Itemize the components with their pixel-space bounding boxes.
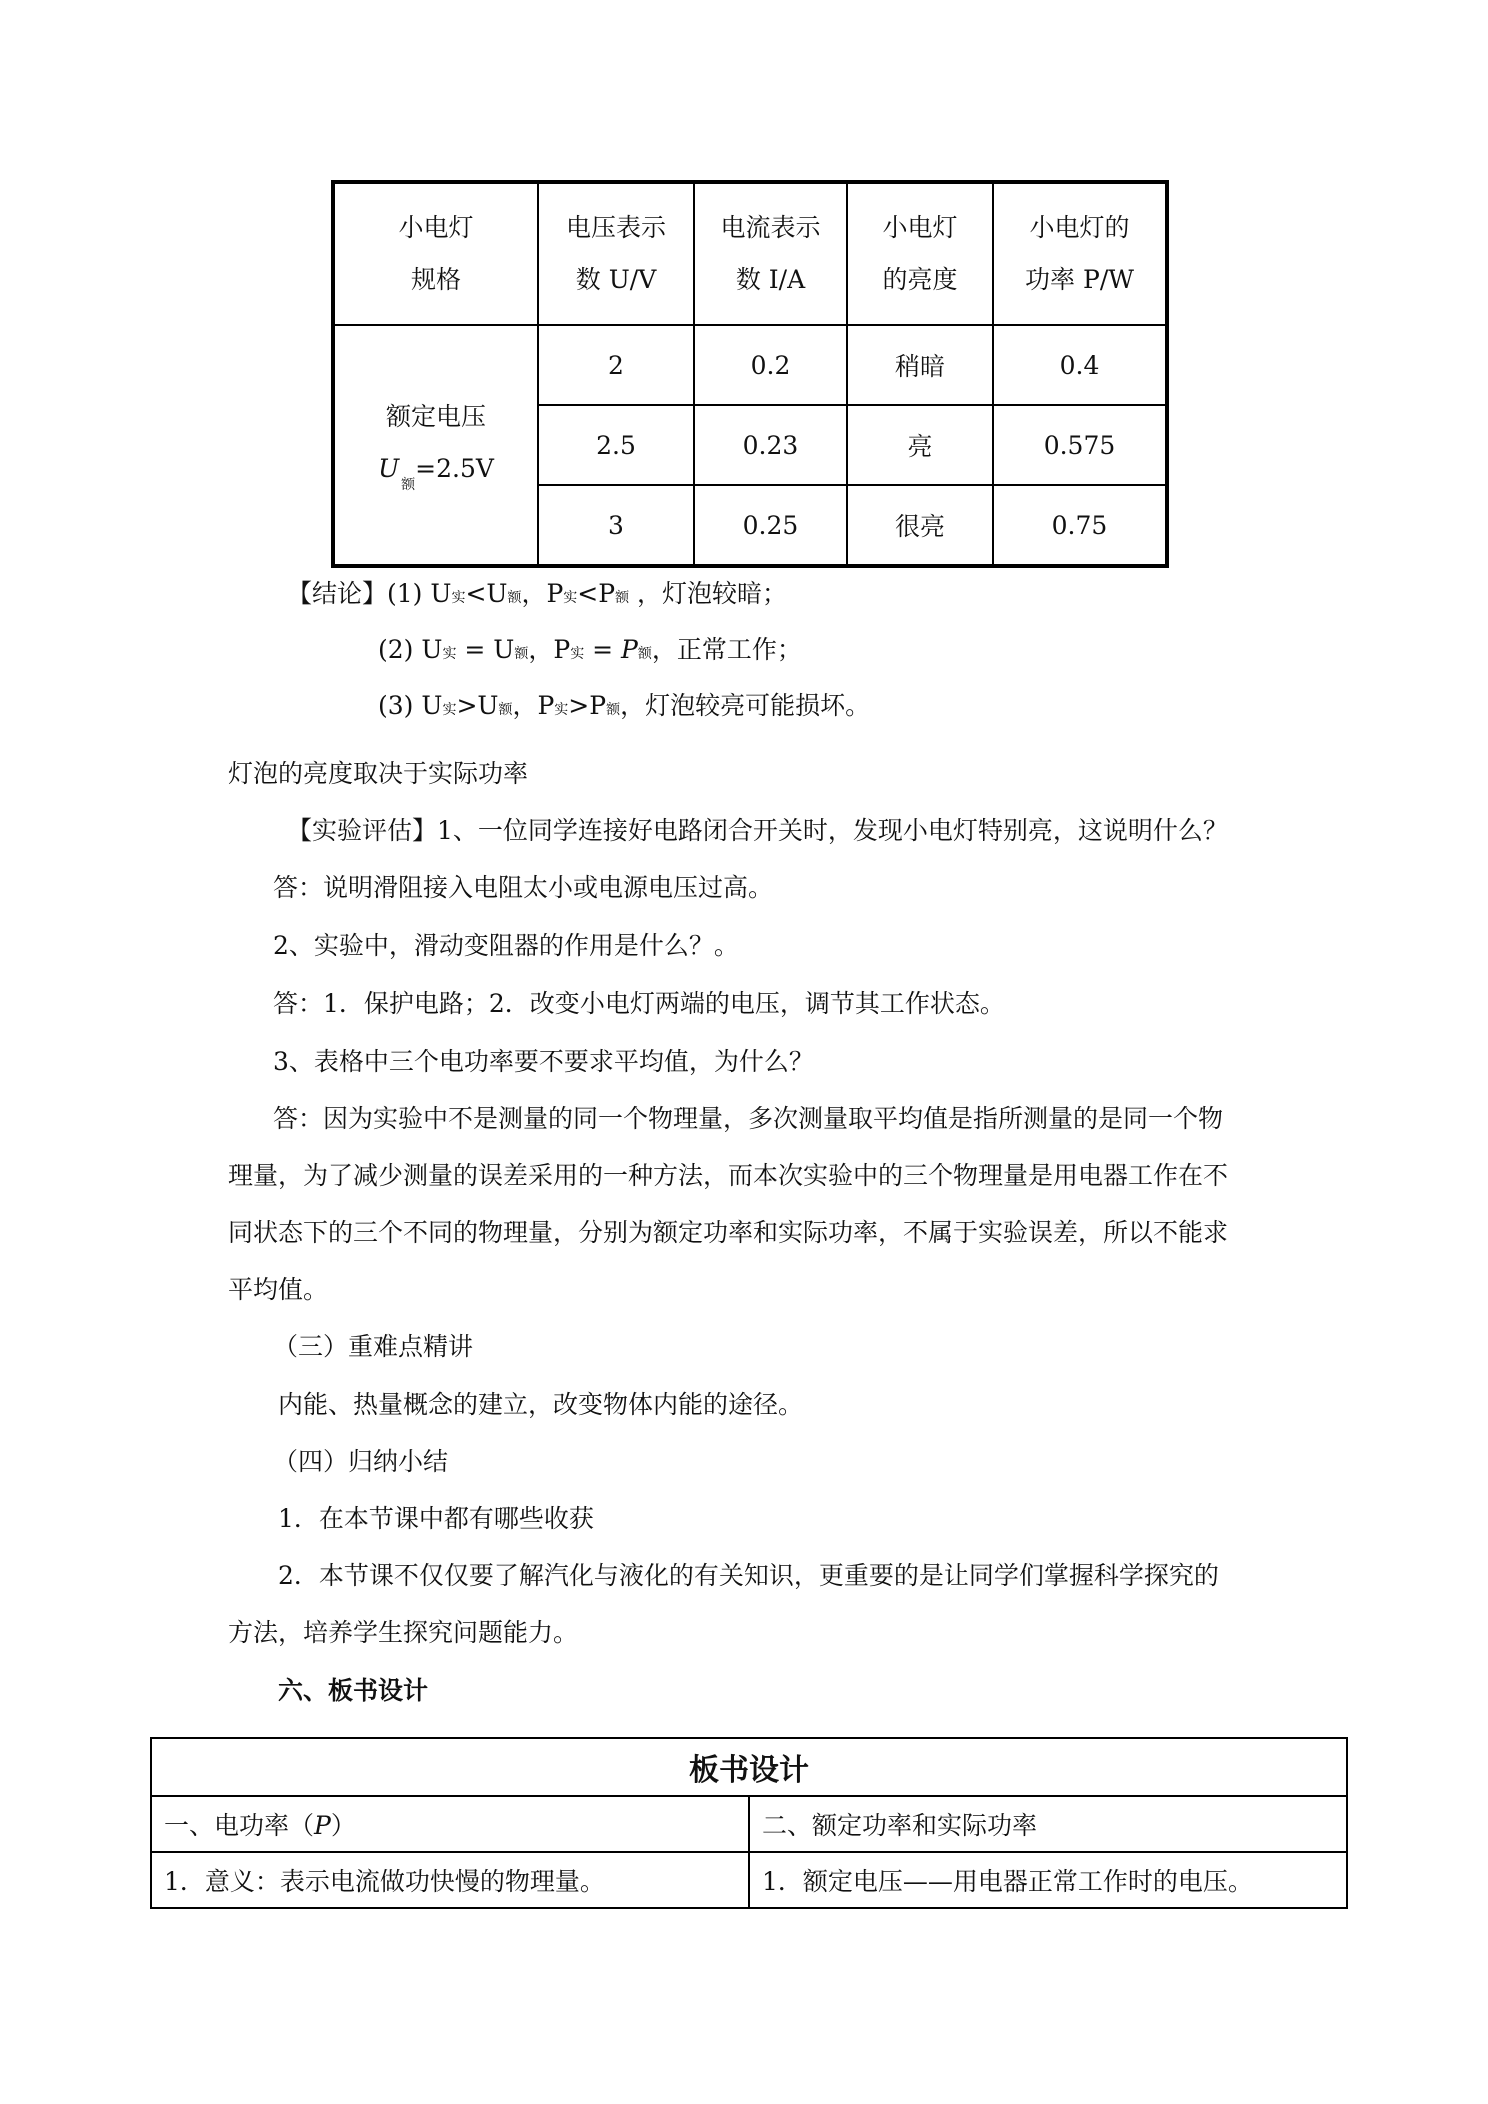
header-power: 小电灯的 功率 P/W — [993, 182, 1167, 325]
power-cell: 0.75 — [993, 485, 1167, 566]
evaluation-question-3: 3、表格中三个电功率要不要求平均值，为什么？ — [273, 1047, 814, 1076]
brightness-note: 灯泡的亮度取决于实际功率 — [228, 759, 529, 788]
power-cell: 0.575 — [993, 405, 1167, 485]
power-cell: 0.4 — [993, 325, 1167, 405]
summary-item-1: 1．在本节课中都有哪些收获 — [278, 1504, 594, 1533]
conclusion-2: (2) U实 = U额，P实 = P额，正常工作； — [378, 635, 802, 664]
evaluation-answer-1: 答：说明滑阻接入电阻太小或电源电压过高。 — [273, 873, 774, 902]
evaluation-answer-3-line-1: 答：因为实验中不是测量的同一个物理量，多次测量取平均值是指所测量的是同一个物 — [273, 1104, 1224, 1133]
section-heading-3: （三）重难点精讲 — [273, 1332, 474, 1361]
section-heading-4: （四）归纳小结 — [273, 1447, 449, 1476]
current-cell: 0.23 — [694, 405, 847, 485]
section-3-text: 内能、热量概念的建立，改变物体内能的途径。 — [278, 1390, 804, 1419]
evaluation-question-2: 2、实验中，滑动变阻器的作用是什么？。 — [273, 931, 739, 960]
spec-cell: 额定电压 $U_额=2.5V$ — [333, 325, 538, 566]
board-left-item: 1．意义：表示电流做功快慢的物理量。 — [151, 1852, 749, 1908]
header-voltage: 电压表示 数 U/V — [538, 182, 694, 325]
board-right-item: 1．额定电压——用电器正常工作时的电压。 — [749, 1852, 1347, 1908]
table-row — [151, 1796, 1347, 1852]
voltage-cell: 2.5 — [538, 405, 694, 485]
brightness-cell: 很亮 — [847, 485, 993, 566]
evaluation-answer-3-line-4: 平均值。 — [228, 1275, 329, 1304]
board-right-heading: 二、额定功率和实际功率 — [749, 1796, 1347, 1852]
evaluation-question-1: 【实验评估】1、一位同学连接好电路闭合开关时，发现小电灯特别亮，这说明什么？ — [287, 816, 1228, 845]
header-spec: 小电灯 规格 — [333, 182, 538, 325]
voltage-cell: 3 — [538, 485, 694, 566]
table-row — [333, 325, 1167, 405]
summary-item-2-line-1: 2．本节课不仅仅要了解汽化与液化的有关知识，更重要的是让同学们掌握科学探究的 — [278, 1561, 1219, 1590]
header-brightness: 小电灯 的亮度 — [847, 182, 993, 325]
evaluation-answer-3-line-2: 理量，为了减少测量的误差采用的一种方法，而本次实验中的三个物理量是用电器工作在不 — [228, 1161, 1229, 1190]
table-row — [151, 1852, 1347, 1908]
brightness-cell: 亮 — [847, 405, 993, 485]
current-cell: 0.2 — [694, 325, 847, 405]
conclusion-1: 【结论】(1) U实<U额，P实<P额 ，灯泡较暗； — [287, 579, 788, 608]
board-design-title: 板书设计 — [151, 1738, 1347, 1796]
evaluation-answer-2: 答：1．保护电路；2．改变小电灯两端的电压，调节其工作状态。 — [273, 989, 1005, 1018]
table-header-row — [333, 182, 1167, 325]
conclusion-3: (3) U实>U额，P实>P额，灯泡较亮可能损坏。 — [378, 691, 871, 720]
header-current: 电流表示 数 I/A — [694, 182, 847, 325]
evaluation-answer-3-line-3: 同状态下的三个不同的物理量，分别为额定功率和实际功率，不属于实验误差，所以不能求 — [228, 1218, 1229, 1247]
summary-item-2-line-2: 方法，培养学生探究问题能力。 — [228, 1618, 579, 1647]
brightness-cell: 稍暗 — [847, 325, 993, 405]
board-design-table — [150, 1737, 1348, 1909]
experiment-table — [331, 180, 1169, 568]
section-heading-6: 六、板书设计 — [278, 1676, 429, 1705]
current-cell: 0.25 — [694, 485, 847, 566]
voltage-cell: 2 — [538, 325, 694, 405]
board-left-heading: 一、电功率（P） — [151, 1796, 749, 1852]
